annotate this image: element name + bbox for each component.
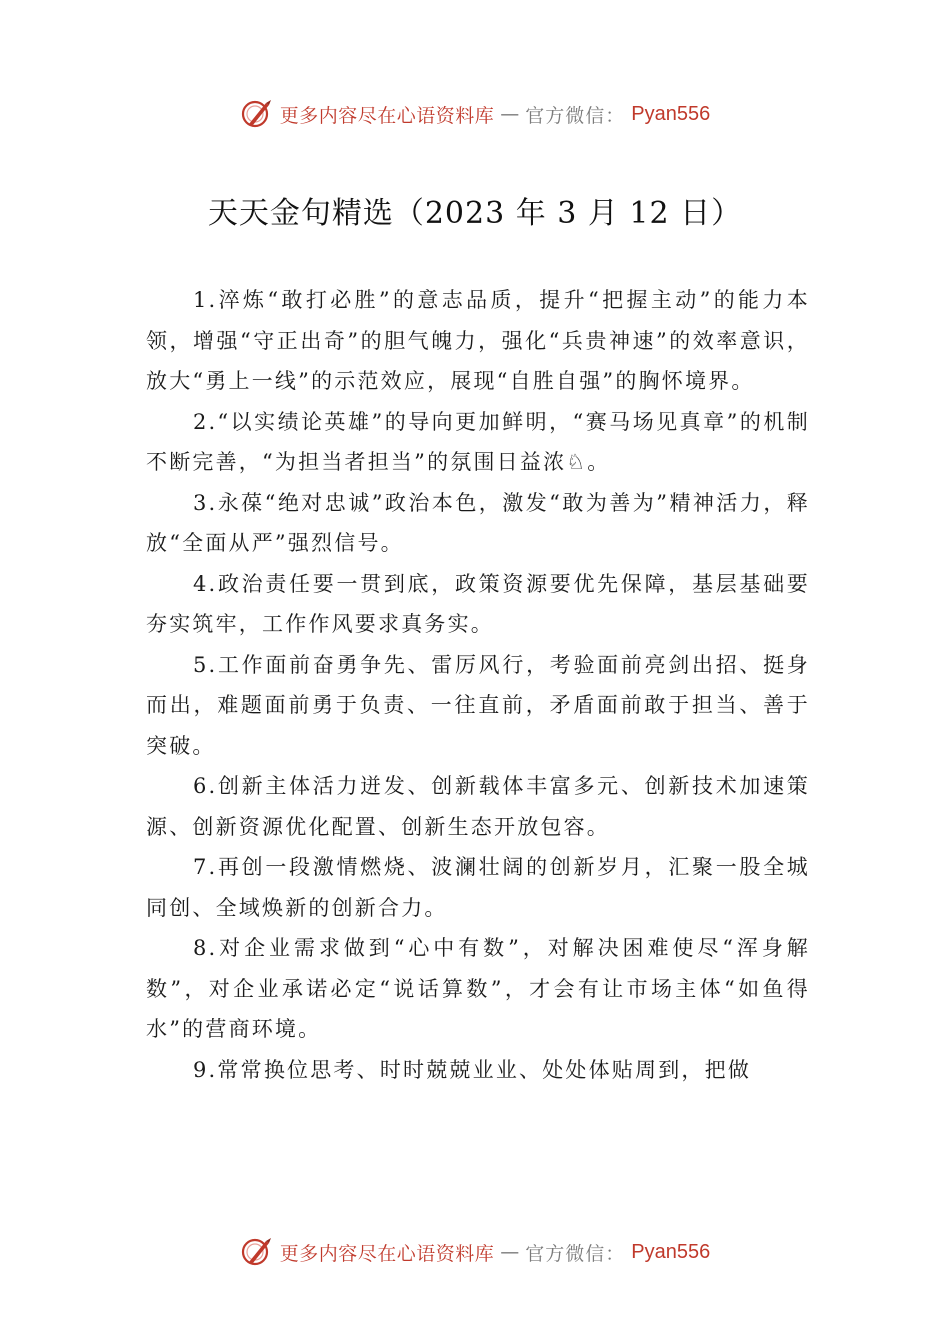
paragraph-3: 3.永葆“绝对忠诚”政治本色，激发“敢为善为”精神活力，释放“全面从严”强烈信号。 [146, 490, 810, 555]
watermark-slogan: 更多内容尽在心语资料库 [279, 104, 495, 127]
document-body [146, 280, 810, 1090]
paragraph-1: 1.淬炼“敢打必胜”的意志品质，提升“把握主动”的能力本领，增强“守正出奇”的胆气魄力，强化“兵贵神速”的效率意识，放大“勇上一线”的示范效应，展现“自胜自强”的胸怀境界。 [146, 288, 810, 393]
watermark-wechat-id: Pyan556 [631, 102, 711, 125]
document-title: 天天金句精选（2023 年 3 月 12 日） [207, 196, 743, 231]
watermark-label: 官方微信： [525, 104, 626, 127]
paragraph-7: 7.再创一段激情燃烧、波澜壮阔的创新岁月，汇聚一股全城同创、全域焕新的创新合力。 [146, 855, 810, 920]
watermark-label: 官方微信： [525, 1242, 626, 1265]
paragraph-6: 6.创新主体活力迸发、创新载体丰富多元、创新技术加速策源、创新资源优化配置、创新生态开放包容。 [146, 774, 810, 839]
paragraph-5: 5.工作面前奋勇争先、雷厉风行，考验面前亮剑出招、挺身而出，难题面前勇于负责、一往直前，矛盾面前敢于担当、善于突破。 [146, 652, 810, 758]
header-watermark [0, 94, 950, 134]
paragraph-8: 8.对企业需求做到“心中有数”，对解决困难使尽“浑身解数”，对企业承诺必定“说话算数”，才会有让市场主体“如鱼得水”的营商环境。 [146, 936, 810, 1041]
quill-logo-icon [240, 97, 274, 131]
watermark-wechat-id: Pyan556 [631, 1240, 711, 1263]
footer-watermark [0, 1232, 950, 1272]
watermark-separator: — [500, 103, 520, 125]
paragraph-9: 9.常常换位思考、时时兢兢业业、处处体贴周到，把做 [193, 1057, 752, 1082]
paragraph-4: 4.政治责任要一贯到底，政策资源要优先保障，基层基础要夯实筑牢，工作作风要求真务实。 [146, 571, 810, 636]
watermark-slogan: 更多内容尽在心语资料库 [279, 1242, 495, 1265]
paragraph-2: 2.“以实绩论英雄”的导向更加鲜明，“赛马场见真章”的机制不断完善，“为担当者担当”的氛围日益浓♘。 [146, 409, 810, 474]
watermark-separator: — [500, 1241, 520, 1263]
quill-logo-icon [240, 1235, 274, 1269]
